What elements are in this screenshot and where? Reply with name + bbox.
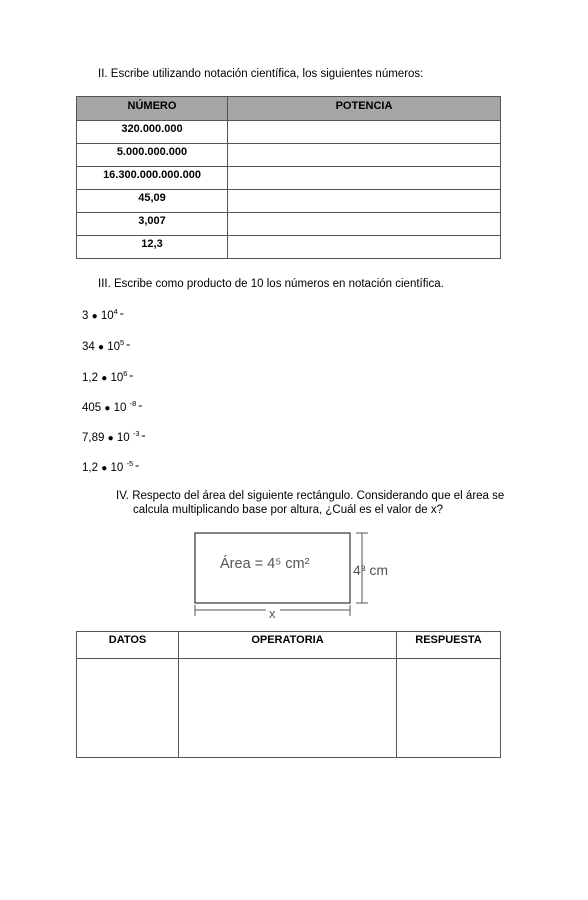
- answer-cell[interactable]: [228, 144, 501, 167]
- scientific-notation-table: [76, 96, 501, 259]
- expression-3: [82, 369, 133, 384]
- answer-cell[interactable]: [228, 213, 501, 236]
- answer-table-body-row: [77, 659, 501, 758]
- number-cell: 5.000.000.000: [77, 144, 228, 167]
- coefficient: 405: [82, 402, 102, 414]
- exponent: -3: [132, 429, 140, 438]
- answer-cell[interactable]: [228, 167, 501, 190]
- exponent: -5: [126, 459, 134, 468]
- height-label: 4³ cm: [353, 562, 388, 578]
- section-4-line-1: IV. Respecto del área del siguiente rectángulo. Considerando que el área se: [116, 490, 505, 502]
- base: 10: [107, 341, 121, 353]
- header-potencia: POTENCIA: [228, 97, 501, 121]
- answer-table-header-row: [77, 632, 501, 659]
- multiply-dot-icon: ●: [98, 342, 105, 353]
- multiply-dot-icon: ●: [104, 403, 111, 414]
- coefficient: 7,89: [82, 432, 105, 444]
- number-cell: 320.000.000: [77, 121, 228, 144]
- exponent: -8: [129, 399, 137, 408]
- equals-sign: =: [141, 433, 146, 440]
- table-row: [77, 144, 501, 167]
- expression-6: [82, 459, 139, 474]
- exponent: 4: [113, 307, 118, 316]
- multiply-dot-icon: ●: [101, 373, 108, 384]
- table-row: [77, 121, 501, 144]
- multiply-dot-icon: ●: [91, 311, 98, 322]
- coefficient: 3: [82, 310, 89, 322]
- coefficient: 1,2: [82, 372, 98, 384]
- header-respuesta: RESPUESTA: [397, 632, 501, 659]
- expression-1: [82, 307, 124, 322]
- number-cell: 16.300.000.000.000: [77, 167, 228, 190]
- base: 10: [110, 372, 124, 384]
- number-cell: 45,09: [77, 190, 228, 213]
- number-cell: 3,007: [77, 213, 228, 236]
- equals-sign: =: [129, 373, 134, 380]
- expression-4: [82, 399, 142, 414]
- exponent: 5: [120, 338, 125, 347]
- table-row: [77, 213, 501, 236]
- base: 10: [113, 402, 127, 414]
- answer-cell[interactable]: [228, 190, 501, 213]
- base-label: x: [269, 606, 276, 621]
- coefficient: 1,2: [82, 462, 98, 474]
- table-row: [77, 190, 501, 213]
- equals-sign: =: [126, 342, 131, 349]
- section-4-prompt: [116, 489, 506, 517]
- expression-5: [82, 429, 145, 444]
- number-cell: 12,3: [77, 236, 228, 259]
- header-datos: DATOS: [77, 632, 179, 659]
- multiply-dot-icon: ●: [107, 433, 114, 444]
- base: 10: [116, 432, 130, 444]
- equals-sign: =: [138, 403, 143, 410]
- table-header-row: [77, 97, 501, 121]
- table-row: [77, 167, 501, 190]
- operatoria-cell[interactable]: [179, 659, 397, 758]
- answer-cell[interactable]: [228, 236, 501, 259]
- expression-2: [82, 338, 130, 353]
- answer-cell[interactable]: [228, 121, 501, 144]
- equals-sign: =: [135, 463, 139, 470]
- base: 10: [110, 462, 124, 474]
- section-4-line-2: calcula multiplicando base por altura, ¿Cuál es el valor de x?: [133, 504, 444, 516]
- section-3-title: III. Escribe como producto de 10 los números en notación científica.: [98, 278, 444, 290]
- header-operatoria: OPERATORIA: [179, 632, 397, 659]
- respuesta-cell[interactable]: [397, 659, 501, 758]
- equals-sign: =: [119, 311, 124, 318]
- answer-table: [76, 631, 501, 758]
- multiply-dot-icon: ●: [101, 463, 108, 474]
- base: 10: [100, 310, 114, 322]
- rectangle-figure: [185, 528, 405, 624]
- header-numero: NÚMERO: [77, 97, 228, 121]
- section-2-title: II. Escribe utilizando notación científica, los siguientes números:: [98, 68, 424, 80]
- table-row: [77, 236, 501, 259]
- area-label: Área = 4⁵ cm²: [220, 556, 310, 572]
- exponent: 6: [123, 369, 128, 378]
- datos-cell[interactable]: [77, 659, 179, 758]
- coefficient: 34: [82, 341, 95, 353]
